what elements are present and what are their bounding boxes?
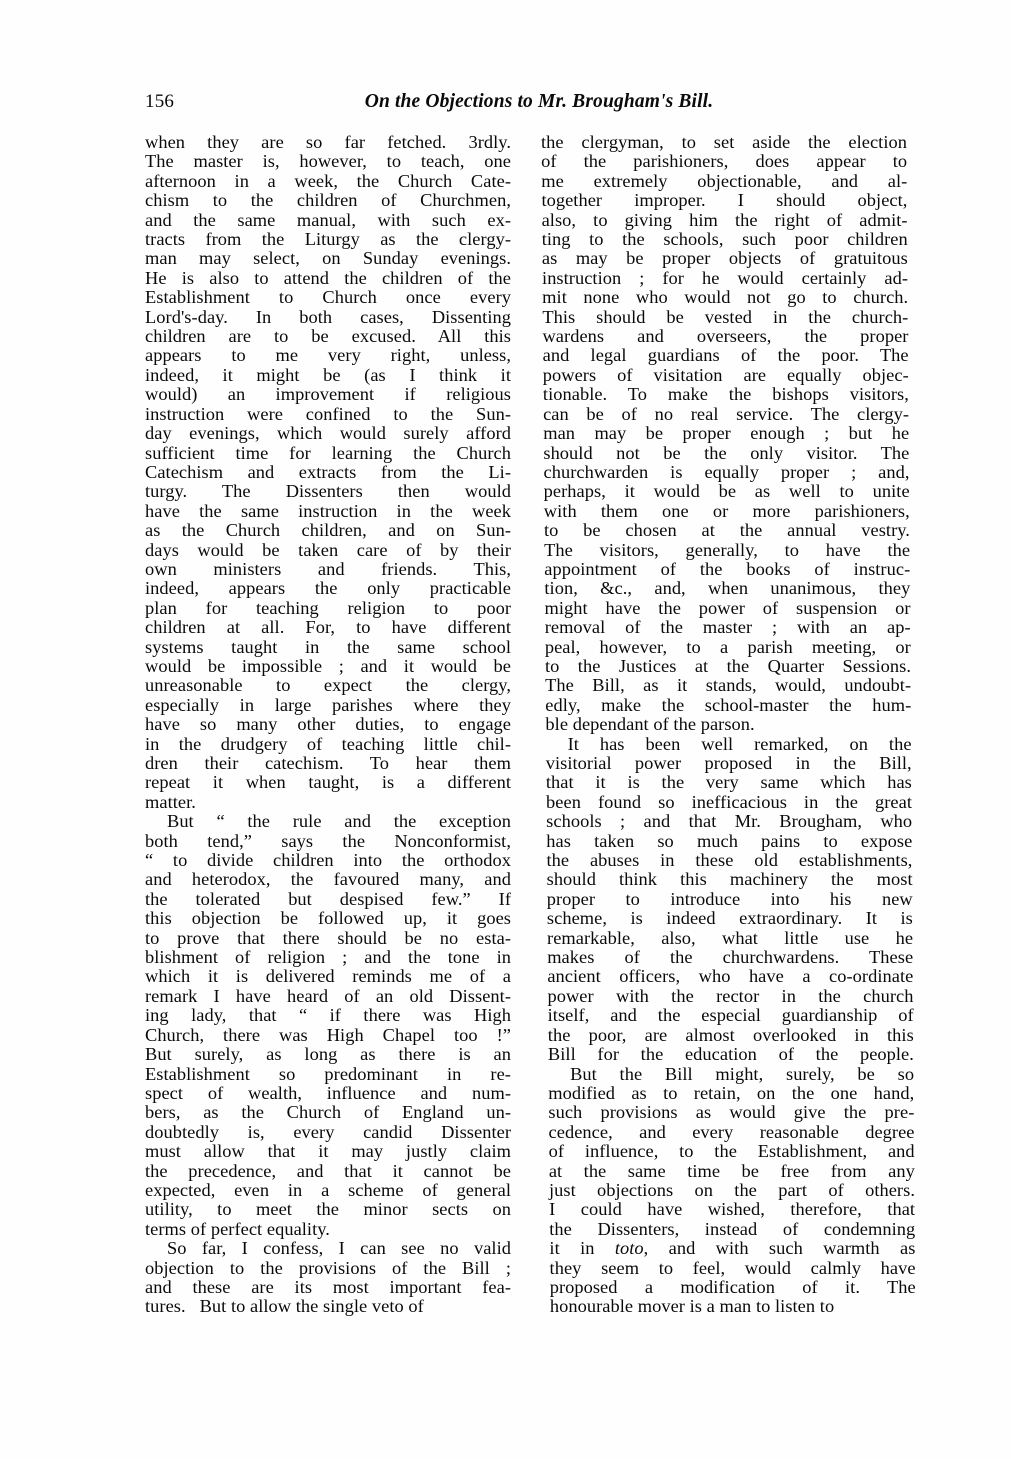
text-line: removal of the master ; with an ap-: [544, 617, 911, 638]
text-line: Catechism and extracts from the Li-: [145, 461, 511, 482]
text-line: such provisions as would give the pre-: [548, 1102, 915, 1123]
text-line: blishment of religion ; and the tone in: [145, 947, 511, 968]
text-line: ing lady, that “ if there was High: [145, 1005, 511, 1026]
text-line: also, to giving him the right of admit-: [541, 209, 908, 230]
text-line: plan for teaching religion to poor: [145, 597, 511, 618]
text-line: which it is delivered reminds me of a: [145, 966, 511, 987]
text-line: systems taught in the same school: [145, 636, 511, 657]
text-line: mit none who would not go to church.: [542, 287, 909, 308]
text-line: edly, make the school-master the hum-: [545, 694, 912, 715]
text-line: wardens and overseers, the proper: [542, 326, 909, 347]
text-line: day evenings, which would surely afford: [145, 423, 511, 444]
text-line: remark I have heard of an old Dissent-: [145, 985, 511, 1006]
text-line: of the parishioners, does appear to: [541, 151, 908, 172]
text-line: as the Church children, and on Sun-: [145, 520, 511, 541]
text-line: perhaps, it would be as well to unite: [543, 481, 910, 502]
text-line: expected, even in a scheme of general: [145, 1179, 511, 1200]
text-line: scheme, is indeed extraordinary. It is: [546, 908, 913, 929]
text-line: children are to be excused. All this: [145, 326, 511, 347]
text-line: turgy. The Dissenters then would: [145, 481, 511, 502]
running-title: On the Objections to Mr. Brougham's Bill.: [364, 91, 714, 112]
text-line: churchwarden is equally proper ; and,: [543, 461, 910, 482]
text-line: Establishment to Church once every: [145, 287, 511, 308]
text-line: the clergyman, to set aside the election: [541, 132, 907, 152]
text-line: I could have wished, therefore, that: [549, 1199, 916, 1220]
text-line: the tolerated but despised few.” If: [145, 888, 511, 909]
italic-word: toto: [614, 1238, 644, 1259]
text-line: The Bill, as it stands, would, undoubt-: [545, 675, 912, 696]
text-line: has taken so much pains to expose: [546, 830, 913, 851]
text-line: together improper. I should object,: [541, 190, 908, 211]
text-line: objection to the provisions of the Bill ;: [145, 1257, 511, 1278]
text-line: schools ; and that Mr. Brougham, who: [546, 811, 913, 832]
text-line: children at all. For, to have different: [145, 617, 511, 638]
text-line: peal, however, to a parish meeting, or: [544, 636, 911, 657]
text-line: appointment of the books of instruc-: [544, 558, 911, 579]
text-line: powers of visitation are equally objec-: [542, 364, 909, 385]
text-line: “ to divide children into the orthodox: [145, 850, 511, 871]
text-line: they seem to feel, would calmly have: [549, 1257, 916, 1278]
text-line: ancient officers, who have a co-ordinate: [547, 966, 914, 987]
text-line: instruction ; for he would certainly ad-: [542, 267, 909, 288]
text-line: cedence, and every reasonable degree: [548, 1121, 915, 1142]
text-line: unreasonable to expect the clergy,: [145, 675, 511, 696]
text-line: both tend,” says the Nonconformist,: [145, 830, 511, 851]
text-line: indeed, appears the only practicable: [145, 578, 511, 599]
text-line: just objections on the part of others.: [548, 1179, 915, 1200]
text-line: at the same time be free from any: [548, 1160, 915, 1181]
text-line: It has been well remarked, on the: [567, 733, 912, 754]
text-line: as may be proper objects of gratuitous: [541, 248, 908, 269]
text-line: own ministers and friends. This,: [145, 558, 511, 579]
text-line: Bill for the education of the people.: [547, 1044, 914, 1065]
text-line: in the drudgery of teaching little chil-: [145, 733, 511, 754]
text-line: This should be vested in the church-: [542, 306, 909, 327]
text-line: especially in large parishes where they: [145, 694, 511, 715]
text-line: to the Justices at the Quarter Sessions.: [544, 655, 911, 676]
text-line: when they are so far fetched. 3rdly.: [145, 132, 511, 152]
text-line: Church, there was High Chapel too !”: [145, 1024, 511, 1045]
text-line: So far, I confess, I can see no valid: [167, 1238, 511, 1259]
text-line: this objection be followed up, it goes: [145, 908, 511, 929]
text-line: remarkable, also, what little use he: [547, 927, 914, 948]
text-line: bers, as the Church of England un-: [145, 1102, 511, 1123]
text-line: power with the rector in the church: [547, 985, 914, 1006]
text-line: ble dependant of the parson.: [545, 714, 755, 735]
text-line: But “ the rule and the exception: [167, 811, 511, 832]
text-line: must allow that it may justly claim: [145, 1141, 511, 1162]
text-line: me extremely objectionable, and al-: [541, 170, 908, 191]
text-line: The master is, however, to teach, one: [145, 151, 511, 172]
text-line: the abuses in these old establishments,: [546, 850, 913, 871]
text-line: proper to introduce into his new: [546, 888, 913, 909]
text-line: to be chosen at the annual vestry.: [543, 520, 910, 541]
text-line: would) an improvement if religious: [145, 384, 511, 405]
text-line: proposed a modification of it. The: [549, 1276, 916, 1297]
text-line: and heterodox, the favoured many, and: [145, 869, 511, 890]
text-line: tionable. To make the bishops visitors,: [542, 384, 909, 405]
text-line: might have the power of suspension or: [544, 597, 911, 618]
text-line: Lord's-day. In both cases, Dissenting: [145, 306, 511, 327]
text-line: and the same manual, with such ex-: [145, 209, 511, 230]
text-line: have so many other duties, to engage: [145, 714, 511, 735]
text-line: repeat it when taught, is a different: [145, 772, 511, 793]
text-line: tracts from the Liturgy as the clergy-: [145, 229, 511, 250]
text-line: have the same instruction in the week: [145, 500, 511, 521]
text-line: should not be the only visitor. The: [543, 442, 910, 463]
text-line: the Dissenters, instead of condemning: [549, 1218, 916, 1239]
text-line: spect of wealth, influence and num-: [145, 1082, 511, 1103]
text-line: days would be taken care of by their: [145, 539, 511, 560]
page-folio-number: 156: [145, 91, 175, 112]
text-line: afternoon in a week, the Church Cate-: [145, 170, 511, 191]
text-line: terms of perfect equality.: [145, 1218, 330, 1239]
text-line: appears to me very right, unless,: [145, 345, 511, 366]
text-line: sufficient time for learning the Church: [145, 442, 511, 463]
text-column-right: [541, 132, 916, 1317]
text-line: tion, &c., and, when unanimous, they: [544, 578, 911, 599]
text-line: to prove that there should be no esta-: [145, 927, 511, 948]
body-text: [145, 132, 916, 1383]
text-line: But surely, as long as there is an: [145, 1044, 511, 1065]
text-line: the precedence, and that it cannot be: [145, 1160, 511, 1181]
text-line: tures. But to allow the single veto of: [145, 1296, 424, 1317]
text-line: instruction were confined to the Sun-: [145, 403, 511, 424]
text-line: modified as to retain, on the one hand,: [548, 1082, 915, 1103]
text-line: matter.: [145, 791, 196, 812]
text-column-left: [145, 133, 511, 1317]
text-line: that it is the very same which has: [545, 772, 912, 793]
text-line: man may select, on Sunday evenings.: [145, 248, 511, 269]
text-line: itself, and the especial guardianship of: [547, 1005, 914, 1026]
text-line: doubtedly is, every candid Dissenter: [145, 1121, 511, 1142]
text-line: He is also to attend the children of the: [145, 267, 511, 288]
text-line: honourable mover is a man to listen to: [549, 1296, 835, 1317]
text-line: Establishment so predominant in re-: [145, 1063, 511, 1084]
text-line: it in toto, and with such warmth as: [549, 1238, 916, 1259]
text-line: utility, to meet the minor sects on: [145, 1199, 511, 1220]
text-line: and legal guardians of the poor. The: [542, 345, 909, 366]
text-line: and these are its most important fea-: [145, 1276, 511, 1297]
text-line: should think this machinery the most: [546, 869, 913, 890]
text-line: indeed, it might be (as I think it: [145, 364, 511, 385]
text-line: been found so inefficacious in the great: [546, 791, 913, 812]
text-line: with them one or more parishioners,: [543, 500, 910, 521]
text-line: But the Bill might, surely, be so: [570, 1063, 915, 1084]
text-line: would be impossible ; and it would be: [145, 655, 511, 676]
text-line: The visitors, generally, to have the: [544, 539, 911, 560]
text-line: chism to the children of Churchmen,: [145, 190, 511, 211]
text-line: of influence, to the Establishment, and: [548, 1141, 915, 1162]
text-line: the poor, are almost overlooked in this: [547, 1024, 914, 1045]
text-line: ting to the schools, such poor children: [541, 229, 908, 250]
text-line: dren their catechism. To hear them: [145, 753, 511, 773]
text-line: visitorial power proposed in the Bill,: [545, 753, 912, 773]
text-line: can be of no real service. The clergy-: [543, 403, 910, 424]
text-line: man may be proper enough ; but he: [543, 423, 910, 444]
text-line: makes of the churchwardens. These: [547, 947, 914, 968]
running-head: [145, 90, 905, 120]
